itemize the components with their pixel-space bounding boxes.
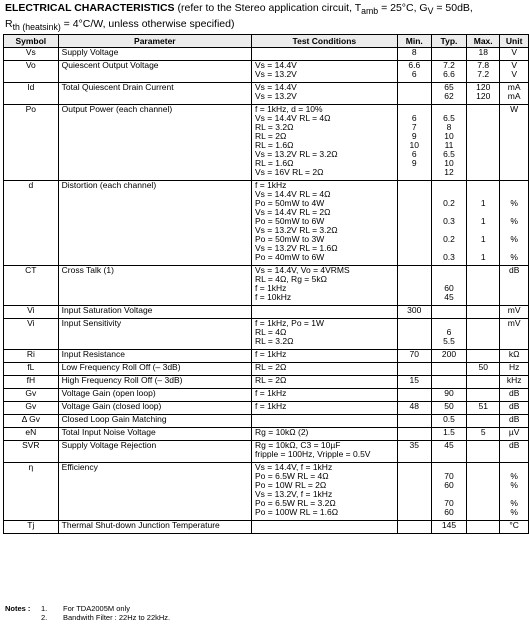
cell-typ: 145 xyxy=(431,521,466,534)
cell-symbol: Vo xyxy=(4,61,59,83)
cell-parameter: Quiescent Output Voltage xyxy=(58,61,251,83)
cell-unit: mV xyxy=(500,319,529,350)
cell-unit: dB xyxy=(500,266,529,306)
section-header: ELECTRICAL CHARACTERISTICS (refer to the Stereo application circuit, $T_{amb} = 25^\circ C$, $G_V = 50dB$, $R_{th (heatsink)} = 4^\circ C/W$, unless otherwise specified) xyxy=(5,2,473,33)
cell-typ: 60 45 xyxy=(431,266,466,306)
cell-symbol: η xyxy=(4,463,59,521)
cell-max xyxy=(467,441,500,463)
cell-typ: 50 xyxy=(431,402,466,415)
table-row xyxy=(4,363,529,376)
cell-symbol: SVR xyxy=(4,441,59,463)
cell-parameter: Supply Voltage xyxy=(58,48,251,61)
table-row xyxy=(4,428,529,441)
table-row xyxy=(4,441,529,463)
cell-min xyxy=(397,521,431,534)
cell-unit: V xyxy=(500,48,529,61)
cell-symbol: Ri xyxy=(4,350,59,363)
table-row xyxy=(4,463,529,521)
cell-min xyxy=(397,266,431,306)
table-row xyxy=(4,306,529,319)
note-2: 2. Bandwith Filter : 22Hz to 22kHz. xyxy=(41,613,171,622)
electrical-characteristics-table xyxy=(3,34,529,534)
cell-max: 1 1 1 1 xyxy=(467,181,500,266)
cell-min: 6.6 6 xyxy=(397,61,431,83)
cell-max: 18 xyxy=(467,48,500,61)
cell-parameter: Supply Voltage Rejection xyxy=(58,441,251,463)
cell-max xyxy=(467,266,500,306)
cell-typ: 0.2 0.3 0.2 0.3 xyxy=(431,181,466,266)
cell-max: 7.8 7.2 xyxy=(467,61,500,83)
table-row xyxy=(4,415,529,428)
table-header-row xyxy=(4,35,529,48)
cell-min xyxy=(397,181,431,266)
cell-unit: % % % % xyxy=(500,181,529,266)
table-row xyxy=(4,83,529,105)
cell-parameter: Distortion (each channel) xyxy=(58,181,251,266)
cell-parameter: Low Frequency Roll Off (– 3dB) xyxy=(58,363,251,376)
cell-unit: W xyxy=(500,105,529,181)
cell-min xyxy=(397,463,431,521)
cell-max xyxy=(467,105,500,181)
cell-test-conditions: f = 1kHz xyxy=(252,402,398,415)
cell-symbol: Δ Gv xyxy=(4,415,59,428)
cell-test-conditions: Rg = 10kΩ, C3 = 10µF fripple = 100Hz, Vripple = 0.5V xyxy=(252,441,398,463)
cell-unit: Hz xyxy=(500,363,529,376)
cell-unit: µV xyxy=(500,428,529,441)
cell-parameter: Thermal Shut-down Junction Temperature xyxy=(58,521,251,534)
cell-typ: 200 xyxy=(431,350,466,363)
cell-parameter: Output Power (each channel) xyxy=(58,105,251,181)
table-row xyxy=(4,181,529,266)
cell-typ: 70 60 70 60 xyxy=(431,463,466,521)
cell-typ xyxy=(431,376,466,389)
cell-unit: mA mA xyxy=(500,83,529,105)
cell-unit: V V xyxy=(500,61,529,83)
cell-max: 51 xyxy=(467,402,500,415)
cell-max: 120 120 xyxy=(467,83,500,105)
cell-parameter: Voltage Gain (open loop) xyxy=(58,389,251,402)
cell-min: 48 xyxy=(397,402,431,415)
cell-parameter: Closed Loop Gain Matching xyxy=(58,415,251,428)
col-max: Max. xyxy=(467,35,500,48)
cell-test-conditions: RL = 2Ω xyxy=(252,376,398,389)
cell-symbol: fL xyxy=(4,363,59,376)
cell-max xyxy=(467,415,500,428)
cell-parameter: Total Input Noise Voltage xyxy=(58,428,251,441)
cell-symbol: eN xyxy=(4,428,59,441)
col-parameter: Parameter xyxy=(58,35,251,48)
col-typ: Typ. xyxy=(431,35,466,48)
table-row xyxy=(4,350,529,363)
cell-typ: 65 62 xyxy=(431,83,466,105)
cell-max xyxy=(467,350,500,363)
cell-typ: 6 5.5 xyxy=(431,319,466,350)
cell-symbol: Gv xyxy=(4,402,59,415)
cell-parameter: Voltage Gain (closed loop) xyxy=(58,402,251,415)
cell-symbol: Tj xyxy=(4,521,59,534)
cell-symbol: d xyxy=(4,181,59,266)
cell-parameter: Input Resistance xyxy=(58,350,251,363)
cell-min: 15 xyxy=(397,376,431,389)
cell-test-conditions: Vs = 14.4V Vs = 13.2V xyxy=(252,83,398,105)
cell-test-conditions xyxy=(252,48,398,61)
cell-max: 5 xyxy=(467,428,500,441)
cell-symbol: Vs xyxy=(4,48,59,61)
cell-unit: mV xyxy=(500,306,529,319)
table-row xyxy=(4,402,529,415)
cell-typ: 7.2 6.6 xyxy=(431,61,466,83)
table-row xyxy=(4,319,529,350)
cell-parameter: Efficiency xyxy=(58,463,251,521)
cell-parameter: High Frequency Roll Off (– 3dB) xyxy=(58,376,251,389)
cell-min: 6 7 9 10 6 9 xyxy=(397,105,431,181)
cell-max xyxy=(467,376,500,389)
table-row xyxy=(4,48,529,61)
cell-typ xyxy=(431,306,466,319)
cell-test-conditions: f = 1kHz, d = 10% Vs = 14.4V RL = 4Ω RL = 3.2Ω RL = 2Ω RL = 1.6Ω Vs = 13.2V RL = 3.2Ω RL = 1.6Ω Vs = 16V RL = 2Ω xyxy=(252,105,398,181)
cell-typ: 45 xyxy=(431,441,466,463)
cell-symbol: Vi xyxy=(4,319,59,350)
cell-min xyxy=(397,319,431,350)
cell-max: 50 xyxy=(467,363,500,376)
cell-test-conditions: f = 1kHz Vs = 14.4V RL = 4Ω Po = 50mW to 4W Vs = 14.4V RL = 2Ω Po = 50mW to 6W Vs = 13.2V RL = 3.2Ω Po = 50mW to 3W Vs = 13.2V RL = 1.6Ω Po = 40mW to 6W xyxy=(252,181,398,266)
cell-typ xyxy=(431,48,466,61)
cell-test-conditions: Vs = 14.4V, f = 1kHz Po = 6.5W RL = 4Ω Po = 10W RL = 2Ω Vs = 13.2V, f = 1kHz Po = 6.5W RL = 3.2Ω Po = 100W RL = 1.6Ω xyxy=(252,463,398,521)
cell-unit: °C xyxy=(500,521,529,534)
cell-typ: 6.5 8 10 11 6.5 10 12 xyxy=(431,105,466,181)
cell-test-conditions xyxy=(252,306,398,319)
col-test-conditions: Test Conditions xyxy=(252,35,398,48)
cell-test-conditions: RL = 2Ω xyxy=(252,363,398,376)
table-row xyxy=(4,105,529,181)
cell-test-conditions: f = 1kHz xyxy=(252,389,398,402)
cell-min xyxy=(397,415,431,428)
cell-typ: 90 xyxy=(431,389,466,402)
cell-parameter: Input Sensitivity xyxy=(58,319,251,350)
note-1: Notes : 1. For TDA2005M only xyxy=(5,604,130,613)
cell-test-conditions xyxy=(252,521,398,534)
cell-typ xyxy=(431,363,466,376)
cell-test-conditions: f = 1kHz, Po = 1W RL = 4Ω RL = 3.2Ω xyxy=(252,319,398,350)
cell-min xyxy=(397,83,431,105)
cell-max xyxy=(467,463,500,521)
cell-unit: kΩ xyxy=(500,350,529,363)
cell-max xyxy=(467,521,500,534)
cell-min: 70 xyxy=(397,350,431,363)
cell-test-conditions: Vs = 14.4V Vs = 13.2V xyxy=(252,61,398,83)
cell-symbol: Po xyxy=(4,105,59,181)
notes xyxy=(5,604,170,622)
cell-symbol: fH xyxy=(4,376,59,389)
table-row xyxy=(4,389,529,402)
cell-unit: dB xyxy=(500,389,529,402)
col-unit: Unit xyxy=(500,35,529,48)
cell-min: 35 xyxy=(397,441,431,463)
cell-min: 300 xyxy=(397,306,431,319)
cell-parameter: Cross Talk (1) xyxy=(58,266,251,306)
cell-min: 8 xyxy=(397,48,431,61)
cell-test-conditions: Rg = 10kΩ (2) xyxy=(252,428,398,441)
cell-symbol: Vi xyxy=(4,306,59,319)
cell-parameter: Input Saturation Voltage xyxy=(58,306,251,319)
cell-min xyxy=(397,428,431,441)
cell-max xyxy=(467,319,500,350)
cell-typ: 0.5 xyxy=(431,415,466,428)
cell-unit: % % % % xyxy=(500,463,529,521)
cell-parameter: Total Quiescent Drain Current xyxy=(58,83,251,105)
cell-test-conditions: Vs = 14.4V, Vo = 4VRMS RL = 4Ω, Rg = 5kΩ f = 1kHz f = 10kHz xyxy=(252,266,398,306)
cell-unit: dB xyxy=(500,402,529,415)
cell-max xyxy=(467,389,500,402)
cell-test-conditions xyxy=(252,415,398,428)
cell-min xyxy=(397,389,431,402)
cell-test-conditions: f = 1kHz xyxy=(252,350,398,363)
cell-unit: dB xyxy=(500,415,529,428)
cell-symbol: CT xyxy=(4,266,59,306)
cell-max xyxy=(467,306,500,319)
cell-typ: 1.5 xyxy=(431,428,466,441)
cell-unit: dB xyxy=(500,441,529,463)
section-title: ELECTRICAL CHARACTERISTICS xyxy=(5,2,175,14)
table-row xyxy=(4,376,529,389)
col-min: Min. xyxy=(397,35,431,48)
cell-min xyxy=(397,363,431,376)
col-symbol: Symbol xyxy=(4,35,59,48)
cell-symbol: Gv xyxy=(4,389,59,402)
cell-symbol: Id xyxy=(4,83,59,105)
table-row xyxy=(4,521,529,534)
table-row xyxy=(4,61,529,83)
cell-unit: kHz xyxy=(500,376,529,389)
table-row xyxy=(4,266,529,306)
